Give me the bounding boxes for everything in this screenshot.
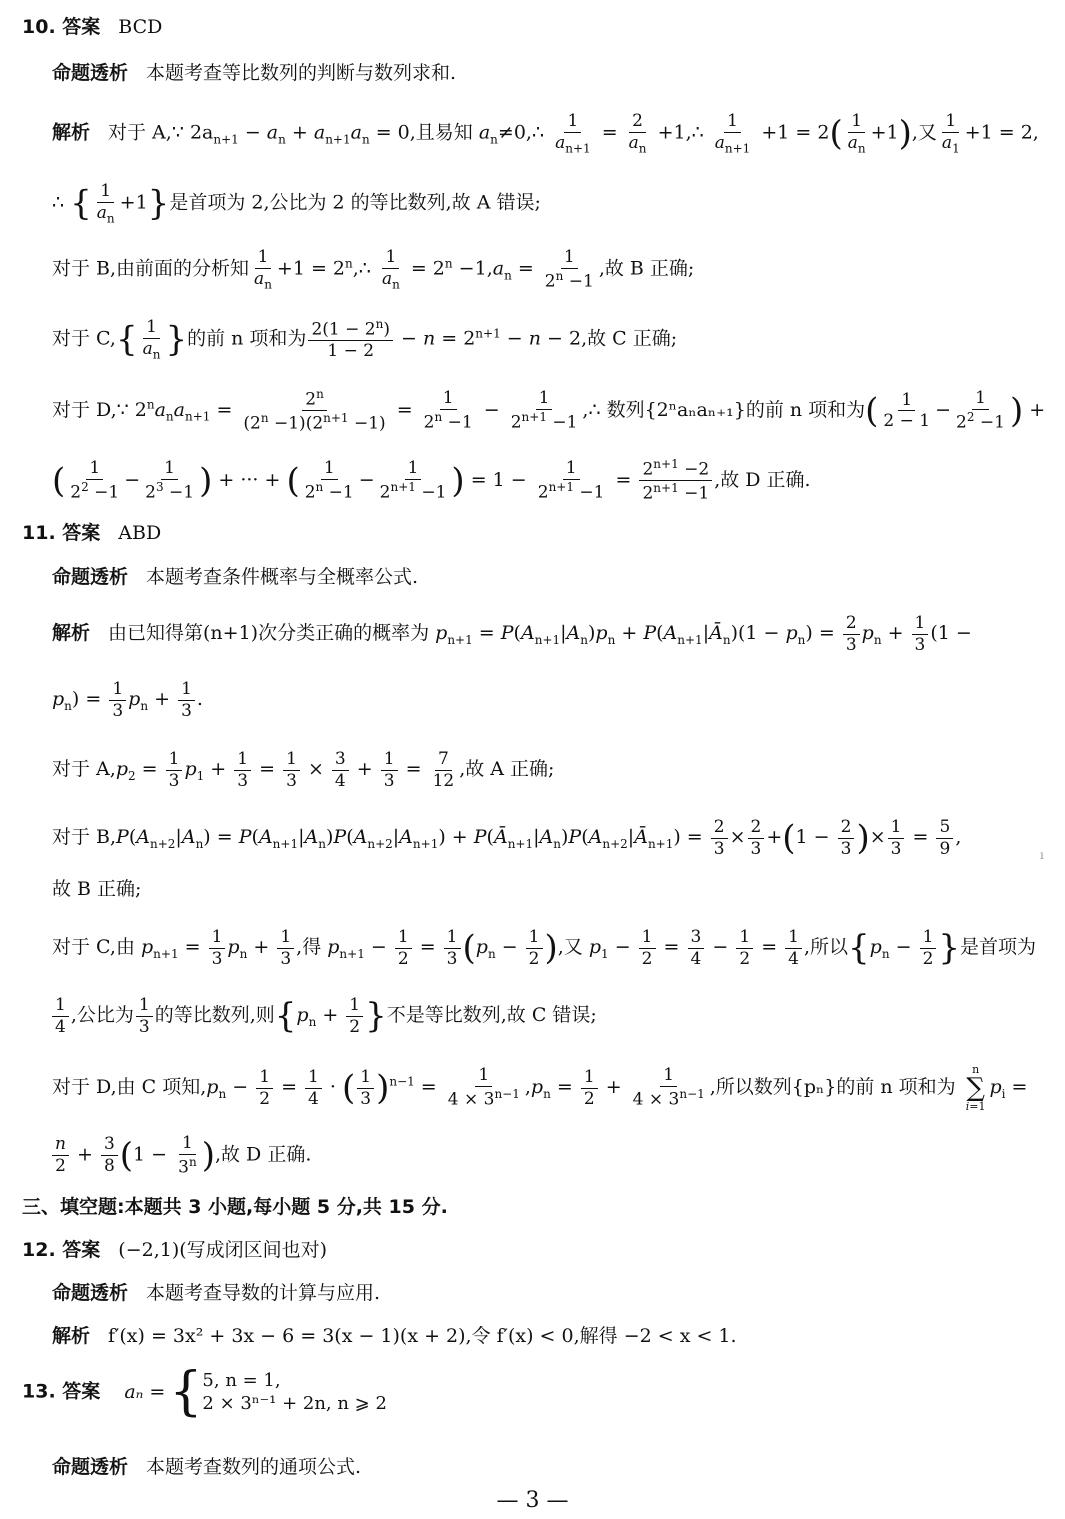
q11-lineB2: 故 B 正确; [52,878,142,900]
q11-lineD-prefix: 对于 D,由 C 项知, [52,1076,207,1098]
q11-lineC2-mid: ,公比为 [70,1004,134,1027]
q11-lineC-prefix: 对于 C,由 [52,936,135,959]
q13-analysis-label: 命题透析 [52,1456,129,1478]
q11-solution-lineD2: $\frac{n}{2}$ + $\frac{3}{8}$ (1 − $\frac{1}{3^n}$ ),故 D 正确. [52,1134,311,1177]
q12-analysis: 本题考查导数的计算与应用. [146,1282,381,1304]
q12-solution: f′(x) = 3x² + 3x − 6 = 3(x − 1)(x + 2),令 f′(x) < 0,解得 −2 < x < 1. [108,1325,737,1347]
q10-analysis-label: 命题透析 [52,62,129,84]
q11-lineC2-suffix: 不是等比数列,故 C 错误; [386,1004,597,1027]
q13-analysis: 本题考查数列的通项公式. [146,1456,362,1478]
q10-answer-line [22,18,162,37]
q13-case2: 2 × 3ⁿ⁻¹ + 2n, n ⩾ 2 [202,1393,387,1414]
q10-line5-prefix: 对于 D,∵ [52,398,135,421]
q11-solution-lineC: 对于 C,由 $p_{n+1}$ = $\frac{1}{3}$ $p_n$ + $\frac{1}{3}$ ,得 $p_{n+1}$ − $\frac{1}{2}$ = $\frac{1}{3}$ ($p_n$ − $\frac{1}{2}$ ),又 $p_1$ − $\frac{1}{2}$ = $\frac{3}{4}$ − $\frac{1}{2}$ = $\frac{1}{4}$ ,所以{$p_n$ − $\frac{1}{2}$ }是首项为 [52,927,1037,969]
q11-label: 11. 答案 [22,522,101,544]
section-3-title: 三、填空题:本题共 3 小题,每小题 5 分,共 15 分. [22,1196,448,1218]
page-number: — 3 — [496,1488,569,1513]
q10-line3-prefix: 对于 B,由前面的分析知 [52,257,250,280]
q12-answer-line [22,1241,327,1260]
q10-solution-line1: 解析 对于 A,∵ $2a_{n+1} - a_n + a_{n+1}a_n = 0$,且易知 $a_n\ne 0,\therefore$ $\frac{1}{a_{n+1}}$ = $\frac{2}{a_n}$ +1,∴ $\frac{1}{a_{n+1}}$ +1 = 2( $\frac{1}{a_n}$ +1),又 $\frac{1}{a_1}$ +1 = 2, [52,111,1039,156]
q10-solution-line4: 对于 C,{ $\frac{1}{a_n}$ }的前 n 项和为 $\frac{2(1 - 2^n)}{1 - 2}$ − $n = 2^{n+1} - n - 2$,故 C 正确; [52,317,678,362]
q10-solution-line3: 对于 B,由前面的分析知 $\frac{1}{a_n}$ $+1 = 2^n,\therefore$ $\frac{1}{a_n}$ = $2^n -1,a_n$ = $\frac{1}{2^n -1}$ ,故 B 正确; [52,247,695,292]
q10-solution-line2: ∴ { $\frac{1}{a_n}$ +1}是首项为 2,公比为 2 的等比数列,故 A 错误; [52,181,541,226]
q11-solution-lineA: 对于 $A,p_2$ = $\frac{1}{3}$ $p_1$ + $\frac{1}{3}$ = $\frac{1}{3}$ × $\frac{3}{4}$ + $\frac{1}{3}$ = $\frac{7}{12}$ ,故 A 正确; [52,749,555,791]
q11-lineC-mid2: ,又 [557,936,583,959]
q11-solution-line1: 解析 由已知得第(n+1)次分类正确的概率为 $p_{n+1} = P(A_{n+1}|A_n)p_n$ + $P(A_{n+1}|Ā_n)(1 - p_n)$ = $\frac{2}{3}$ $p_n$ + $\frac{1}{3}$ (1 − [52,613,972,655]
q10-line5-mid: ,∴ 数列{2ⁿaₙaₙ₊₁}的前 n 项和为 [582,398,866,421]
q13-brace: { [169,1362,203,1422]
q11-lineD-mid: ,所以数列{pₙ}的前 n 项和为 [709,1076,956,1098]
q12-analysis-line [52,1284,380,1303]
q10-analysis-line [52,64,456,83]
q10-analysis: 本题考查等比数列的判断与数列求和. [146,62,457,84]
q11-analysis: 本题考查条件概率与全概率公式. [146,566,419,588]
q10-line4-prefix: 对于 C, [52,327,116,350]
q11-answer-line [22,524,161,543]
q11-solution-lineB: 对于 $B,P(A_{n+2}|A_n) = P(A_{n+1}|A_n)P(A_{n+2}|A_{n+1})$ + $P(Ā_{n+1}|A_n)P(A_{n+2}|Ā_{n+1})$ = $\frac{2}{3}$ × $\frac{2}{3}$ +(1 − $\frac{2}{3}$ )× $\frac{1}{3}$ = $\frac{5}{9}$ , [52,817,962,859]
q10-line2-text: 是首项为 2,公比为 2 的等比数列,故 A 错误; [169,191,541,214]
q10-line6-suffix: ,故 D 正确. [714,468,811,491]
q11-lineC-mid1: ,得 [296,936,322,959]
q11-analysis-line [52,568,418,587]
q11-solution-line2: $p_n$) = $\frac{1}{3}$ $p_n$ + $\frac{1}{3}$ . [52,679,203,721]
q13-answer-line [22,1362,387,1422]
q10-line3-suffix: ,故 B 正确; [598,257,695,280]
q12-label: 12. 答案 [22,1239,101,1261]
q11-line1: 由已知得第(n+1)次分类正确的概率为 [108,622,430,645]
q10-solution-line6: ( $\frac{1}{2^2 -1}$ − $\frac{1}{2^3 -1}$ ) + ··· + ( $\frac{1}{2^n -1}$ − $\frac{1}{2^{n+1} -1}$ ) = 1 − $\frac{1}{2^{n+1} -1}$ = $\frac{2^{n+1} -2}{2^{n+1} -1}$ ,故 D 正确. [52,457,811,504]
q11-analysis-label: 命题透析 [52,566,129,588]
q12-analysis-label: 命题透析 [52,1282,129,1304]
q10-line1-prefix: 对于 A,∵ 2a [108,121,214,144]
q13-lhs: aₙ = [124,1380,166,1403]
q11-lineD2-suffix: ,故 D 正确. [214,1143,312,1166]
q11-solution-lineB2 [52,880,141,899]
q10-solution-label: 解析 [52,121,91,144]
q10-solution-line5: 对于 D,∵ $2^na_na_{n+1}$ = $\frac{2^n}{(2^n -1)(2^{n+1} -1)}$ = $\frac{1}{2^n -1}$ − $\frac{1}{2^{n+1} -1}$ ,∴ 数列{2ⁿaₙaₙ₊₁}的前 n 项和为( $\frac{1}{2 - 1}$ − $\frac{1}{2^2 -1}$ ) + [52,387,1046,434]
q10-line4-suffix: ,故 C 正确; [581,327,678,350]
q11-lineC-suffix: 是首项为 [960,936,1037,959]
q11-lineA-prefix: 对于 A, [52,758,116,781]
q11-solution-lineC2: $\frac{1}{4}$ ,公比为 $\frac{1}{3}$ 的等比数列,则{$p_n$ + $\frac{1}{2}$ }不是等比数列,故 C 错误; [52,996,597,1036]
q11-lineA-suffix: ,故 A 正确; [459,758,555,781]
q11-solution-lineD: 对于 D,由 C 项知$,p_n$ − $\frac{1}{2}$ = $\frac{1}{4}$ · ( $\frac{1}{3}$ )$^{n-1}$ = $\frac{1}{4 \times 3^{n-1}}$ $,p_n$ = $\frac{1}{2}$ + $\frac{1}{4 \times 3^{n-1}}$ ,所以数列{pₙ}的前 n 项和为 n ∑ i=1 $p_i$ = [52,1063,1028,1113]
q13-case1: 5, n = 1, [202,1369,281,1391]
q10-answer: BCD [118,16,163,38]
q10-label: 10. 答案 [22,16,101,38]
q12-solution-label: 解析 [52,1325,91,1347]
q12-answer: (−2,1)(写成闭区间也对) [118,1239,328,1261]
q11-lineC-mid3: ,所以 [803,936,849,959]
q11-lineC2-mid2: 的等比数列,则 [154,1004,275,1027]
q13-piecewise [124,1362,387,1422]
q11-lineB-prefix: 对于 B, [52,826,117,849]
margin-tick-mark: ı [1040,848,1044,862]
q11-solution-label: 解析 [52,622,91,645]
q13-analysis-line [52,1458,361,1477]
q10-line4-mid: 的前 n 项和为 [187,327,307,350]
q11-answer: ABD [118,522,162,544]
q13-label: 13. 答案 [22,1380,101,1403]
q12-solution-line [52,1327,737,1346]
